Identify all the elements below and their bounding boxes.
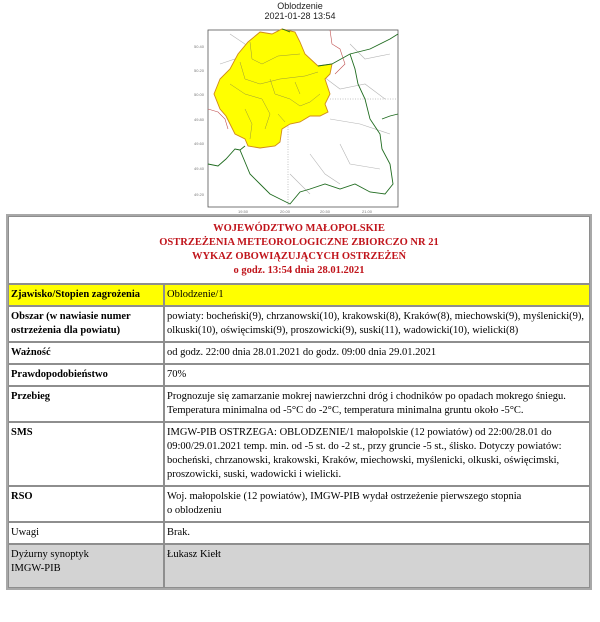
warning-map	[190, 0, 410, 214]
table-row	[8, 486, 590, 522]
table-row	[8, 306, 590, 342]
y-tick-label: 50.20	[194, 68, 205, 73]
y-tick-label: 49.80	[194, 117, 205, 122]
x-tick-label: 20.00	[280, 209, 291, 214]
y-tick-label: 49.40	[194, 166, 205, 171]
y-tick-label: 49.60	[194, 141, 205, 146]
row-label-line: IMGW-PIB	[11, 563, 61, 574]
header-region: WOJEWÓDZTWO MAŁOPOLSKIE	[213, 223, 385, 234]
row-value-line: Woj. małopolskie (12 powiatów), IMGW-PIB wydał ostrzeżenie pierwszego stopnia	[167, 491, 522, 502]
table-row	[8, 544, 590, 588]
row-label: Prawdopodobieństwo	[8, 364, 164, 386]
header-subtitle: WYKAZ OBOWIĄZUJĄCYCH OSTRZEŻEŃ	[191, 251, 407, 262]
y-tick-label: 50.00	[194, 92, 205, 97]
header-title: OSTRZEŻENIA METEOROLOGICZNE ZBIORCZO NR 21	[159, 237, 439, 248]
table-row	[8, 422, 590, 486]
row-value: Brak.	[164, 522, 590, 544]
x-tick-label: 19.50	[238, 209, 249, 214]
x-tick-label: 20.50	[320, 209, 331, 214]
row-label: Przebieg	[8, 386, 164, 422]
table-row	[8, 342, 590, 364]
table-row	[8, 284, 590, 306]
row-value: Łukasz Kiełt	[164, 544, 590, 588]
header-date: o godz. 13:54 dnia 28.01.2021	[233, 265, 365, 276]
y-tick-label: 50.40	[194, 44, 205, 49]
x-tick-label: 21.00	[362, 209, 373, 214]
row-value: 70%	[164, 364, 590, 386]
row-value	[164, 486, 590, 522]
map-timestamp: 2021-01-28 13:54	[264, 11, 336, 21]
row-value: powiaty: bocheński(9), chrzanowski(10), krakowski(8), Kraków(8), miechowski(9), myślenicki(9), olkuski(10), oświęcimski(9), proszowicki(9), suski(11), wadowicki(10), wielicki(8)	[164, 306, 590, 342]
table-header	[8, 216, 590, 284]
warning-table	[6, 214, 592, 590]
row-label: Obszar (w nawiasie numer ostrzeżenia dla powiatu)	[8, 306, 164, 342]
row-label: RSO	[8, 486, 164, 522]
table-row	[8, 386, 590, 422]
row-label-line: Dyżurny synoptyk	[11, 549, 89, 560]
row-value: od godz. 22:00 dnia 28.01.2021 do godz. 09:00 dnia 29.01.2021	[164, 342, 590, 364]
row-value: Oblodzenie/1	[164, 284, 590, 306]
row-value-line: o oblodzeniu	[167, 505, 222, 516]
row-value: IMGW-PIB OSTRZEGA: OBLODZENIE/1 małopolskie (12 powiatów) od 22:00/28.01 do 09:00/29.01.2021 temp. min. od -5 st. do -2 st., przy gruncie -5 st., ślisko. Dotyczy powiatów: bocheński, chrzanowski, krakowski, Kraków, miechowski, myślenicki, olkuski, oświęcimski, proszowicki, suski, wadowicki i wielicki.	[164, 422, 590, 486]
table-row	[8, 364, 590, 386]
row-label: Zjawisko/Stopien zagrożenia	[8, 284, 164, 306]
map-graphic	[190, 24, 410, 214]
row-label: Ważność	[8, 342, 164, 364]
row-value: Prognozuje się zamarzanie mokrej nawierzchni dróg i chodników po opadach mokrego śniegu. Temperatura minimalna od -5°C do -2°C, temperatura minimalna gruntu około -5°C.	[164, 386, 590, 422]
row-label: SMS	[8, 422, 164, 486]
map-title: Oblodzenie	[277, 1, 323, 11]
y-tick-label: 49.20	[194, 192, 205, 197]
row-label	[8, 544, 164, 588]
row-label: Uwagi	[8, 522, 164, 544]
table-row	[8, 522, 590, 544]
